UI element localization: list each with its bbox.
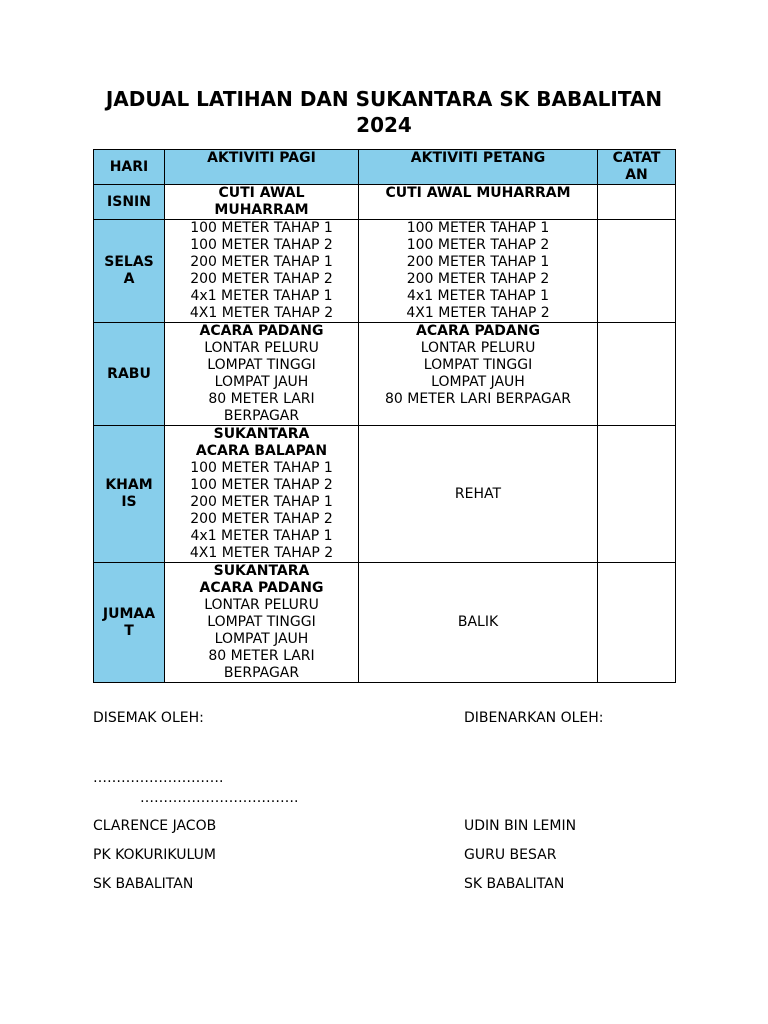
day-jumaat: [94, 563, 165, 683]
checked-by-label: DISEMAK OLEH:: [93, 710, 204, 726]
khamis-pagi-item: 4x1 METER TAHAP 1: [190, 528, 333, 544]
khamis-pagi-heading-1: SUKANTARA: [213, 426, 310, 442]
day-khamis: [94, 426, 165, 563]
khamis-petang: REHAT: [359, 426, 598, 563]
rabu-pagi-item: LONTAR PELURU: [204, 340, 319, 356]
khamis-pagi-item: 100 METER TAHAP 1: [190, 460, 333, 476]
jumaat-pagi-heading-1: SUKANTARA: [213, 563, 310, 579]
jumaat-pagi-item: LONTAR PELURU: [204, 597, 319, 613]
header-catatan-line-2: AN: [625, 167, 648, 183]
jumaat-pagi-item: LOMPAT JAUH: [214, 631, 309, 647]
selasa-pagi-item: 4x1 METER TAHAP 1: [190, 288, 333, 304]
selasa-pagi-item: 100 METER TAHAP 1: [190, 220, 333, 236]
isnin-catatan: [598, 185, 676, 220]
day-rabu: RABU: [94, 323, 165, 426]
checker-name: CLARENCE JACOB: [93, 818, 217, 834]
header-catatan: [598, 150, 676, 185]
jumaat-pagi-item: BERPAGAR: [223, 665, 300, 681]
selasa-pagi-item: 200 METER TAHAP 1: [190, 254, 333, 270]
isnin-petang: CUTI AWAL MUHARRAM: [359, 185, 598, 220]
document-title: [93, 86, 675, 138]
day-khamis-line-1: KHAM: [105, 477, 153, 493]
rabu-petang-item: LOMPAT JAUH: [431, 374, 525, 390]
selasa-petang-item: 100 METER TAHAP 1: [406, 220, 550, 236]
isnin-pagi-line-2: MUHARRAM: [214, 202, 309, 218]
day-selasa-line-2: A: [123, 271, 135, 287]
header-hari: HARI: [94, 150, 165, 185]
isnin-pagi: [165, 185, 359, 220]
header-aktiviti-pagi: AKTIVITI PAGI: [165, 150, 359, 185]
rabu-pagi-heading: ACARA PADANG: [199, 323, 324, 339]
khamis-pagi-item: 4X1 METER TAHAP 2: [189, 545, 334, 561]
isnin-pagi-line-1: CUTI AWAL: [218, 185, 305, 201]
day-selasa-line-1: SELAS: [104, 254, 154, 270]
row-rabu: [94, 323, 676, 426]
day-jumaat-line-1: JUMAA: [102, 605, 156, 622]
selasa-pagi-item: 200 METER TAHAP 2: [190, 271, 333, 287]
khamis-catatan: [598, 426, 676, 563]
khamis-pagi: [165, 426, 359, 563]
jumaat-pagi-heading-2: ACARA PADANG: [199, 580, 324, 596]
checker-school: SK BABALITAN: [93, 876, 194, 892]
khamis-pagi-item: 100 METER TAHAP 2: [190, 477, 333, 493]
khamis-pagi-item: 200 METER TAHAP 1: [190, 494, 333, 510]
header-aktiviti-petang: AKTIVITI PETANG: [359, 150, 598, 185]
approver-name: UDIN BIN LEMIN: [464, 818, 577, 834]
khamis-pagi-heading-2: ACARA BALAPAN: [195, 443, 328, 459]
selasa-petang-item: 4X1 METER TAHAP 2: [406, 305, 550, 321]
selasa-petang-item: 200 METER TAHAP 1: [406, 254, 550, 270]
day-isnin: ISNIN: [94, 185, 165, 220]
row-selasa: [94, 220, 676, 323]
approver-school: SK BABALITAN: [464, 876, 565, 892]
approved-by-label: DIBENARKAN OLEH:: [464, 710, 604, 726]
khamis-pagi-item: 200 METER TAHAP 2: [190, 511, 333, 527]
day-selasa: [94, 220, 165, 323]
row-khamis: [94, 426, 676, 563]
jumaat-pagi-item: 80 METER LARI: [208, 648, 315, 664]
rabu-catatan: [598, 323, 676, 426]
selasa-petang-item: 100 METER TAHAP 2: [406, 237, 550, 253]
selasa-pagi-item: 100 METER TAHAP 2: [190, 237, 333, 253]
checker-role: PK KOKURIKULUM: [93, 847, 216, 863]
rabu-pagi-item: LOMPAT JAUH: [214, 374, 309, 390]
selasa-petang-item: 4x1 METER TAHAP 1: [407, 288, 549, 304]
selasa-petang-item: 200 METER TAHAP 2: [406, 271, 550, 287]
jumaat-pagi: [165, 563, 359, 683]
selasa-pagi-item: 4X1 METER TAHAP 2: [189, 305, 334, 321]
approver-role: GURU BESAR: [464, 847, 557, 863]
schedule-table: [93, 149, 676, 683]
rabu-petang: [359, 323, 598, 426]
day-jumaat-line-2: T: [124, 622, 134, 639]
header-row: [94, 150, 676, 185]
jumaat-catatan: [598, 563, 676, 683]
rabu-petang-item: 80 METER LARI BERPAGAR: [385, 391, 571, 407]
row-isnin: [94, 185, 676, 220]
signature-line-right: …………………………….: [140, 790, 299, 806]
signature-line-left: ……………………….: [93, 770, 224, 786]
header-catatan-line-1: CATAT: [612, 150, 661, 166]
title-line-1: JADUAL LATIHAN DAN SUKANTARA SK BABALITAN: [105, 87, 663, 111]
day-khamis-line-2: IS: [121, 494, 137, 510]
selasa-petang: [359, 220, 598, 323]
jumaat-pagi-item: LOMPAT TINGGI: [207, 614, 316, 630]
rabu-petang-item: LONTAR PELURU: [420, 340, 536, 356]
rabu-petang-item: LOMPAT TINGGI: [423, 357, 533, 373]
selasa-pagi: [165, 220, 359, 323]
row-jumaat: [94, 563, 676, 683]
selasa-catatan: [598, 220, 676, 323]
title-line-2: 2024: [356, 113, 412, 137]
jumaat-petang: BALIK: [359, 563, 598, 683]
rabu-pagi-item: 80 METER LARI: [208, 391, 315, 407]
rabu-pagi-item: LOMPAT TINGGI: [207, 357, 316, 373]
rabu-pagi: [165, 323, 359, 426]
rabu-petang-heading: ACARA PADANG: [416, 323, 540, 339]
rabu-pagi-item: BERPAGAR: [223, 408, 300, 424]
